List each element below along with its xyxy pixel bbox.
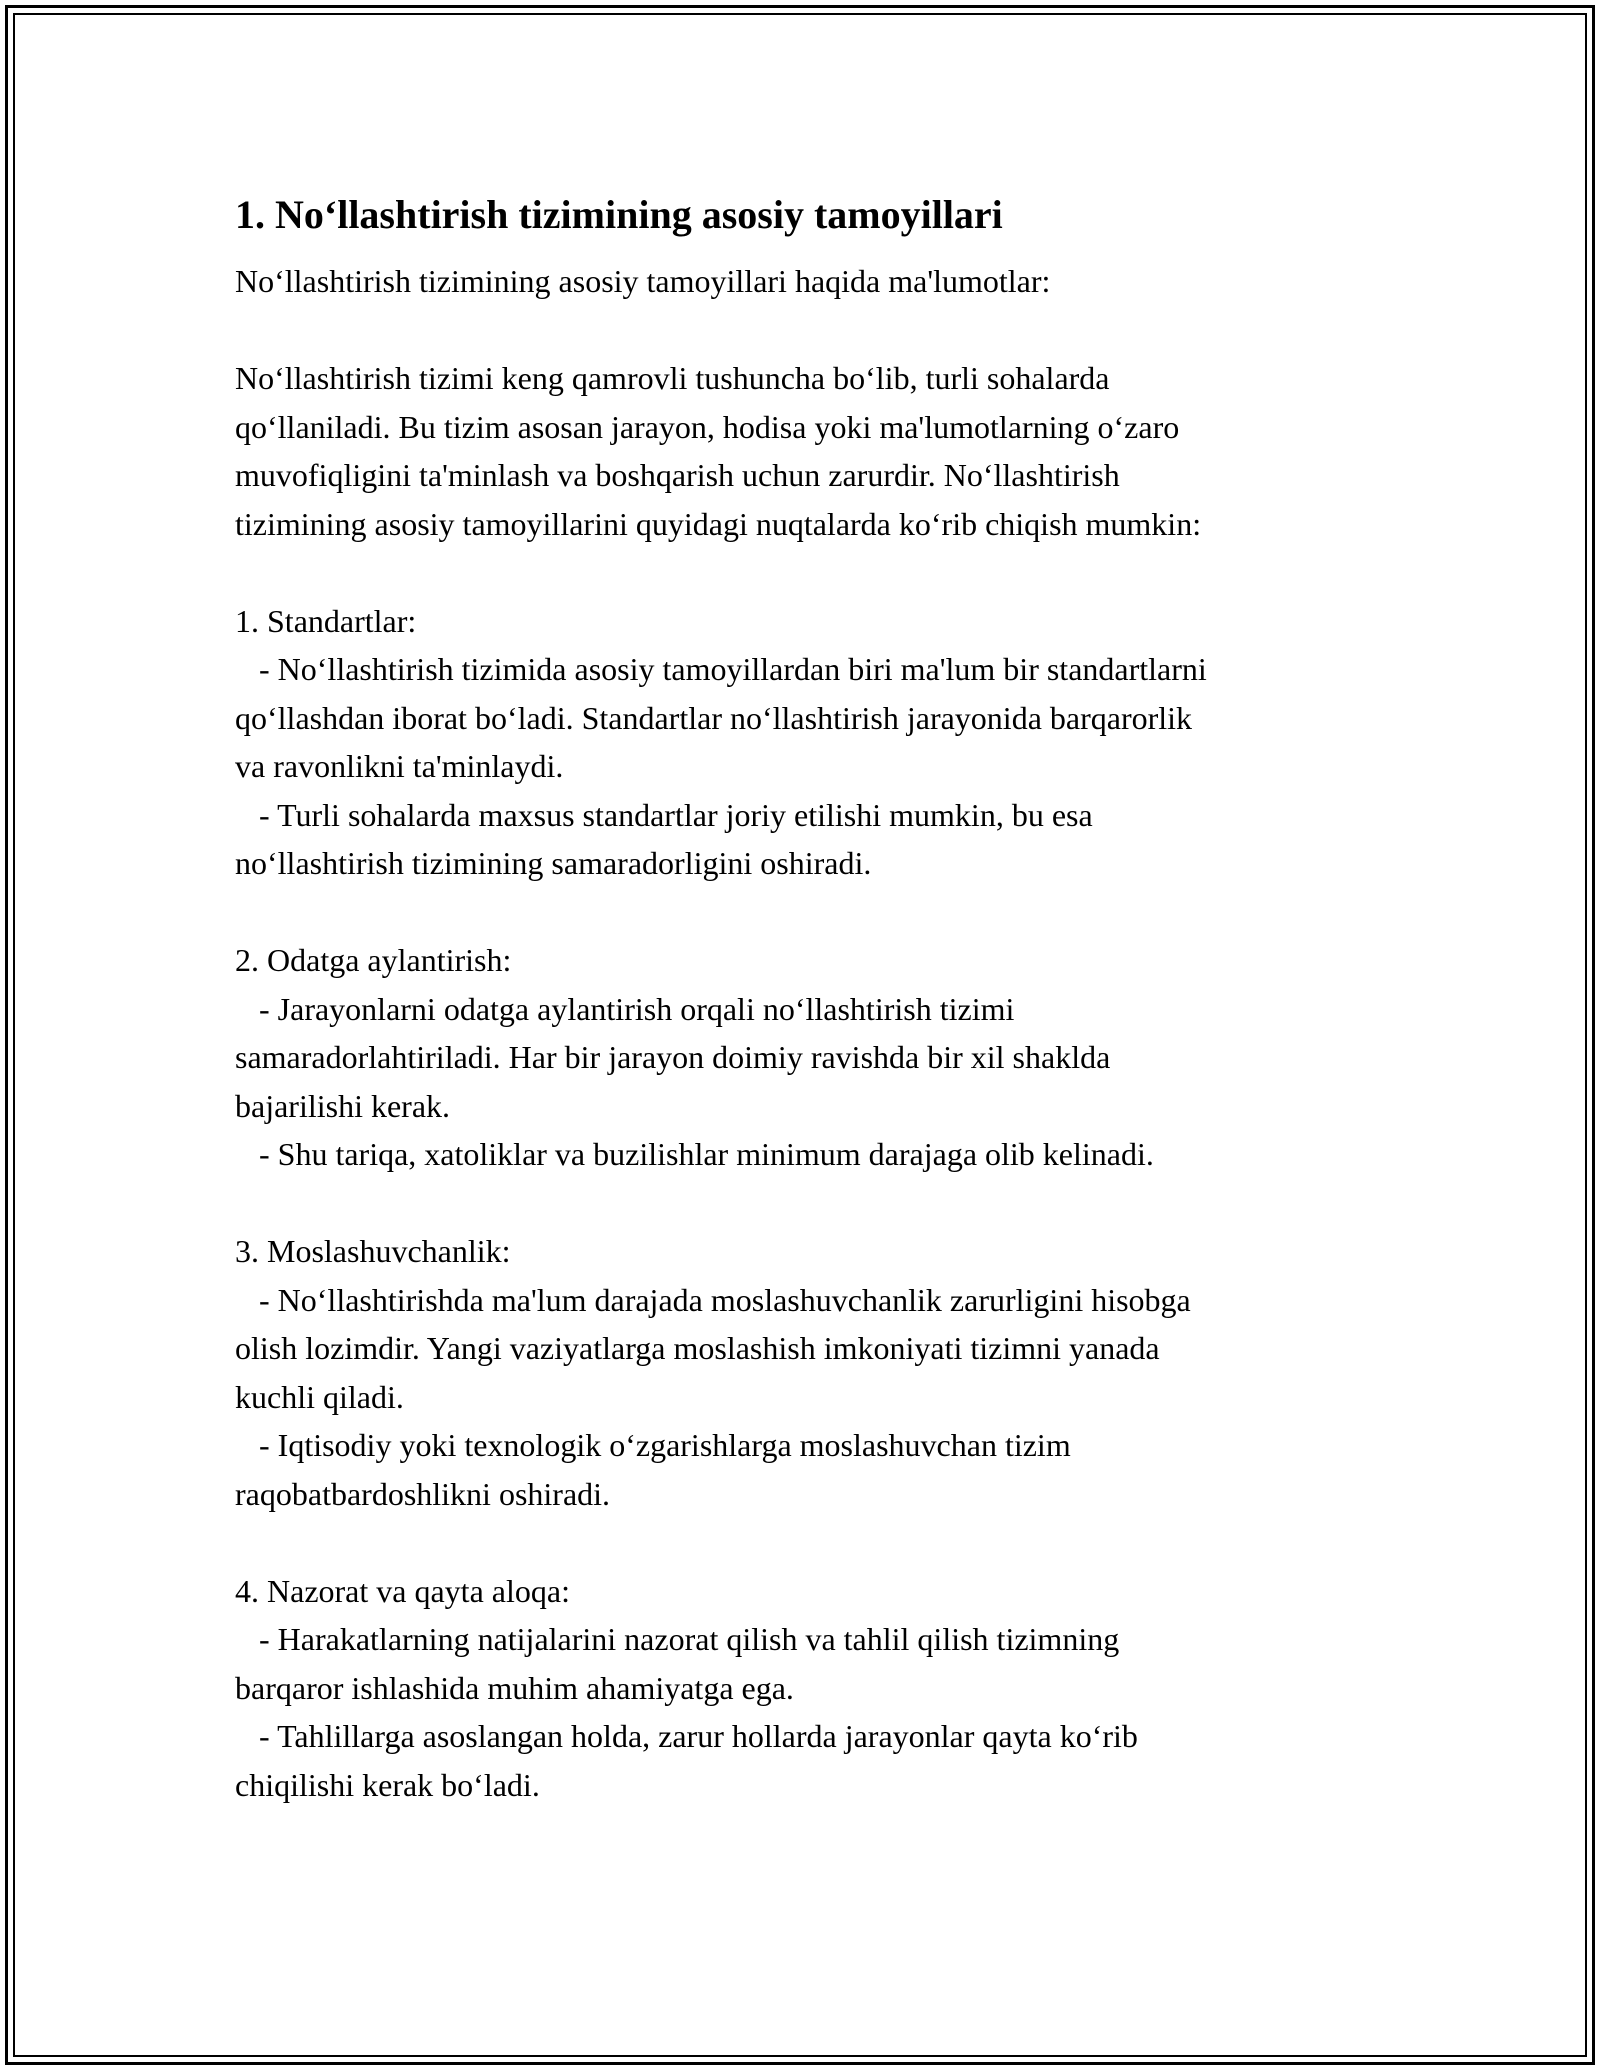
overview-paragraph (235, 354, 1385, 548)
section-line: samaradorlahtiriladi. Har bir jarayon doimiy ravishda bir xil shaklda (235, 1039, 1111, 1075)
paragraph-gap (235, 548, 1385, 597)
section-line: - Jarayonlarni odatga aylantirish orqali no‘llashtirish tizimi (235, 990, 1015, 1027)
section-line: kuchli qiladi. (235, 1378, 404, 1415)
overview-line: muvofiqligini ta'minlash va boshqarish uchun zarurdir. No‘llashtirish (235, 457, 1120, 493)
section-habituation (235, 936, 1385, 1179)
section-line: olish lozimdir. Yangi vaziyatlarga moslashish imkoniyati tizimni yanada (235, 1330, 1160, 1366)
section-line: - Harakatlarning natijalarini nazorat qilish va tahlil qilish tizimning (235, 1621, 1120, 1657)
section-line: bajarilishi kerak. (235, 1087, 451, 1124)
section-title: 2. Odatga aylantirish: (235, 942, 512, 978)
section-title: 4. Nazorat va qayta aloqa: (235, 1572, 570, 1609)
document-body (235, 183, 1385, 1809)
section-line: - No‘llashtirish tizimida asosiy tamoyillardan biri ma'lum bir standartlarni (235, 651, 1207, 687)
section-line: - Shu tariqa, xatoliklar va buzilishlar minimum darajaga olib kelinadi. (235, 1136, 1154, 1172)
section-line: chiqilishi kerak bo‘ladi. (235, 1766, 540, 1803)
overview-line: No‘llashtirish tizimi keng qamrovli tushuncha bo‘lib, turli sohalarda (235, 360, 1110, 396)
section-line: - No‘llashtirishda ma'lum darajada moslashuvchanlik zarurligini hisobga (235, 1281, 1191, 1318)
document-heading: 1. No‘llashtirish tizimining asosiy tamoyillari (235, 192, 1003, 237)
overview-line: tizimining asosiy tamoyillarini quyidagi nuqtalarda ko‘rib chiqish mumkin: (235, 505, 1202, 542)
paragraph-gap (235, 1518, 1385, 1567)
paragraph-gap (235, 888, 1385, 937)
section-control-feedback (235, 1567, 1385, 1810)
section-line: no‘llashtirish tizimining samaradorligini oshiradi. (235, 845, 872, 881)
section-line: - Iqtisodiy yoki texnologik o‘zgarishlarga moslashuvchan tizim (235, 1427, 1071, 1463)
section-title: 1. Standartlar: (235, 602, 417, 639)
intro-line: No‘llashtirish tizimining asosiy tamoyillari haqida ma'lumotlar: (235, 263, 1051, 299)
section-line: barqaror ishlashida muhim ahamiyatga ega. (235, 1669, 794, 1706)
section-title: 3. Moslashuvchanlik: (235, 1233, 511, 1269)
section-line: va ravonlikni ta'minlaydi. (235, 748, 564, 784)
section-line: - Turli sohalarda maxsus standartlar joriy etilishi mumkin, bu esa (235, 796, 1093, 833)
paragraph-gap (235, 1179, 1385, 1228)
paragraph-gap (235, 306, 1385, 355)
section-line: raqobatbardoshlikni oshiradi. (235, 1475, 611, 1512)
section-flexibility (235, 1227, 1385, 1518)
section-line: qo‘llashdan iborat bo‘ladi. Standartlar no‘llashtirish jarayonida barqarorlik (235, 699, 1193, 736)
overview-line: qo‘llaniladi. Bu tizim asosan jarayon, hodisa yoki ma'lumotlarning o‘zaro (235, 408, 1180, 445)
section-standards (235, 597, 1385, 888)
section-line: - Tahlillarga asoslangan holda, zarur hollarda jarayonlar qayta ko‘rib (235, 1718, 1138, 1754)
